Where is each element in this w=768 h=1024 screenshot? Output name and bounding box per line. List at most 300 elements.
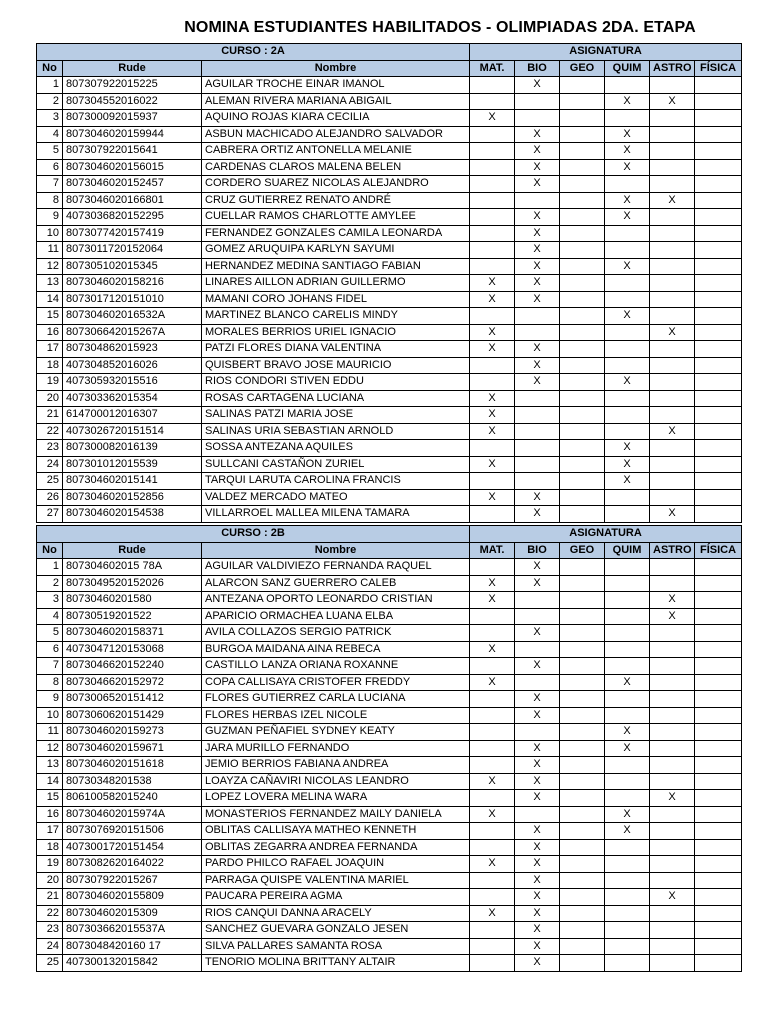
col-header-subject: FÍSICA bbox=[695, 60, 742, 77]
table-row bbox=[37, 159, 742, 176]
subject-mark: X bbox=[650, 93, 695, 110]
col-header-subject: QUIM bbox=[605, 60, 650, 77]
subject-mark bbox=[470, 823, 515, 840]
row-number: 17 bbox=[37, 341, 63, 358]
subject-mark: X bbox=[515, 374, 560, 391]
student-name: ASBUN MACHICADO ALEJANDRO SALVADOR bbox=[202, 126, 470, 143]
row-number: 10 bbox=[37, 225, 63, 242]
student-name: OBLITAS ZEGARRA ANDREA FERNANDA bbox=[202, 839, 470, 856]
subject-mark: X bbox=[515, 225, 560, 242]
row-number: 16 bbox=[37, 806, 63, 823]
table-row bbox=[37, 258, 742, 275]
subject-mark bbox=[650, 407, 695, 424]
subject-mark bbox=[650, 126, 695, 143]
subject-mark: X bbox=[515, 889, 560, 906]
subject-mark bbox=[695, 641, 742, 658]
subject-mark bbox=[515, 674, 560, 691]
row-number: 4 bbox=[37, 126, 63, 143]
subject-mark: X bbox=[605, 308, 650, 325]
column-header-row bbox=[37, 542, 742, 559]
subject-mark bbox=[695, 440, 742, 457]
subject-mark: X bbox=[605, 724, 650, 741]
subject-mark bbox=[515, 407, 560, 424]
subject-mark bbox=[650, 440, 695, 457]
subject-mark: X bbox=[605, 674, 650, 691]
subject-mark: X bbox=[470, 674, 515, 691]
rude-code: 807304602016532A bbox=[63, 308, 202, 325]
subject-mark bbox=[470, 938, 515, 955]
subject-mark: X bbox=[605, 456, 650, 473]
table-row bbox=[37, 856, 742, 873]
subject-mark bbox=[695, 423, 742, 440]
subject-mark: X bbox=[605, 440, 650, 457]
subject-mark bbox=[560, 390, 605, 407]
subject-mark bbox=[470, 691, 515, 708]
subject-mark bbox=[515, 308, 560, 325]
student-name: VALDEZ MERCADO MATEO bbox=[202, 489, 470, 506]
subject-mark: X bbox=[470, 592, 515, 609]
student-name: TENORIO MOLINA BRITTANY ALTAIR bbox=[202, 955, 470, 972]
table-row bbox=[37, 641, 742, 658]
student-name: MONASTERIOS FERNANDEZ MAILY DANIELA bbox=[202, 806, 470, 823]
row-number: 13 bbox=[37, 757, 63, 774]
subject-mark bbox=[470, 440, 515, 457]
row-number: 15 bbox=[37, 308, 63, 325]
table-row bbox=[37, 955, 742, 972]
student-name: APARICIO ORMACHEA LUANA ELBA bbox=[202, 608, 470, 625]
student-name: ROSAS CARTAGENA LUCIANA bbox=[202, 390, 470, 407]
rude-code: 807300082016139 bbox=[63, 440, 202, 457]
rude-code: 8073046020159944 bbox=[63, 126, 202, 143]
rude-code: 8073046020159273 bbox=[63, 724, 202, 741]
subject-mark bbox=[605, 839, 650, 856]
subject-mark: X bbox=[515, 258, 560, 275]
column-header-row bbox=[37, 60, 742, 77]
subject-mark bbox=[605, 242, 650, 259]
subject-mark bbox=[695, 575, 742, 592]
section-header-row bbox=[37, 44, 742, 61]
rude-code: 407305932015516 bbox=[63, 374, 202, 391]
row-number: 23 bbox=[37, 440, 63, 457]
subject-mark bbox=[560, 176, 605, 193]
subject-mark bbox=[605, 922, 650, 939]
col-header-subject: ASTRO bbox=[650, 60, 695, 77]
subject-mark bbox=[560, 806, 605, 823]
subject-mark bbox=[650, 724, 695, 741]
subject-mark bbox=[695, 407, 742, 424]
subject-mark bbox=[605, 506, 650, 523]
student-name: CARDENAS CLAROS MALENA BELEN bbox=[202, 159, 470, 176]
row-number: 8 bbox=[37, 192, 63, 209]
subject-mark bbox=[470, 740, 515, 757]
subject-mark: X bbox=[470, 489, 515, 506]
subject-mark bbox=[560, 641, 605, 658]
subject-mark bbox=[560, 790, 605, 807]
student-name: ALARCON SANZ GUERRERO CALEB bbox=[202, 575, 470, 592]
subject-mark: X bbox=[515, 625, 560, 642]
table-row bbox=[37, 110, 742, 127]
subject-mark bbox=[650, 143, 695, 160]
subject-mark bbox=[560, 192, 605, 209]
asignatura-label: ASIGNATURA bbox=[470, 44, 742, 61]
subject-mark: X bbox=[605, 740, 650, 757]
subject-mark: X bbox=[515, 839, 560, 856]
subject-mark bbox=[695, 390, 742, 407]
subject-mark: X bbox=[515, 757, 560, 774]
student-name: AGUILAR VALDIVIEZO FERNANDA RAQUEL bbox=[202, 559, 470, 576]
row-number: 14 bbox=[37, 291, 63, 308]
subject-mark bbox=[650, 456, 695, 473]
subject-mark bbox=[695, 658, 742, 675]
subject-mark bbox=[515, 390, 560, 407]
row-number: 8 bbox=[37, 674, 63, 691]
subject-mark bbox=[605, 691, 650, 708]
subject-mark: X bbox=[515, 955, 560, 972]
student-name: SOSSA ANTEZANA AQUILES bbox=[202, 440, 470, 457]
rude-code: 807307922015267 bbox=[63, 872, 202, 889]
rude-code: 8073046020155809 bbox=[63, 889, 202, 906]
student-name: MARTINEZ BLANCO CARELIS MINDY bbox=[202, 308, 470, 325]
subject-mark bbox=[650, 308, 695, 325]
subject-mark bbox=[650, 856, 695, 873]
student-name: ALEMAN RIVERA MARIANA ABIGAIL bbox=[202, 93, 470, 110]
subject-mark: X bbox=[470, 905, 515, 922]
student-name: ANTEZANA OPORTO LEONARDO CRISTIAN bbox=[202, 592, 470, 609]
subject-mark bbox=[605, 707, 650, 724]
subject-mark bbox=[695, 506, 742, 523]
student-name: PARDO PHILCO RAFAEL JOAQUIN bbox=[202, 856, 470, 873]
rude-code: 4073001720151454 bbox=[63, 839, 202, 856]
row-number: 14 bbox=[37, 773, 63, 790]
subject-mark bbox=[470, 225, 515, 242]
row-number: 12 bbox=[37, 258, 63, 275]
subject-mark: X bbox=[470, 806, 515, 823]
subject-mark bbox=[695, 159, 742, 176]
subject-mark bbox=[650, 473, 695, 490]
subject-mark bbox=[605, 889, 650, 906]
rude-code: 80730460201580 bbox=[63, 592, 202, 609]
rude-code: 807307922015641 bbox=[63, 143, 202, 160]
subject-mark bbox=[605, 110, 650, 127]
subject-mark bbox=[695, 707, 742, 724]
student-name: SULLCANI CASTAÑON ZURIEL bbox=[202, 456, 470, 473]
subject-mark bbox=[650, 575, 695, 592]
subject-mark bbox=[650, 225, 695, 242]
subject-mark bbox=[470, 192, 515, 209]
subject-mark: X bbox=[515, 176, 560, 193]
subject-mark bbox=[650, 707, 695, 724]
subject-mark: X bbox=[650, 324, 695, 341]
subject-mark bbox=[650, 357, 695, 374]
subject-mark bbox=[560, 77, 605, 94]
student-name: SALINAS PATZI MARIA JOSE bbox=[202, 407, 470, 424]
row-number: 24 bbox=[37, 938, 63, 955]
subject-mark bbox=[515, 110, 560, 127]
subject-mark bbox=[560, 291, 605, 308]
table-row bbox=[37, 757, 742, 774]
rude-code: 807304602015141 bbox=[63, 473, 202, 490]
row-number: 3 bbox=[37, 110, 63, 127]
subject-mark bbox=[470, 77, 515, 94]
row-number: 21 bbox=[37, 407, 63, 424]
table-row bbox=[37, 839, 742, 856]
subject-mark: X bbox=[470, 110, 515, 127]
subject-mark bbox=[695, 324, 742, 341]
subject-mark bbox=[560, 905, 605, 922]
table-row bbox=[37, 707, 742, 724]
subject-mark: X bbox=[515, 77, 560, 94]
student-name: LINARES AILLON ADRIAN GUILLERMO bbox=[202, 275, 470, 292]
row-number: 22 bbox=[37, 905, 63, 922]
section-header-row bbox=[37, 526, 742, 543]
row-number: 20 bbox=[37, 390, 63, 407]
row-number: 23 bbox=[37, 922, 63, 939]
subject-mark bbox=[695, 691, 742, 708]
subject-mark bbox=[560, 740, 605, 757]
course-table-2b bbox=[36, 525, 742, 972]
subject-mark bbox=[560, 625, 605, 642]
rude-code: 80730348201538 bbox=[63, 773, 202, 790]
student-name: PAUCARA PEREIRA AGMA bbox=[202, 889, 470, 906]
subject-mark bbox=[605, 324, 650, 341]
subject-mark: X bbox=[605, 143, 650, 160]
subject-mark bbox=[560, 559, 605, 576]
subject-mark bbox=[695, 456, 742, 473]
subject-mark bbox=[650, 806, 695, 823]
subject-mark bbox=[560, 922, 605, 939]
subject-mark bbox=[605, 275, 650, 292]
subject-mark: X bbox=[650, 192, 695, 209]
table-row bbox=[37, 608, 742, 625]
subject-mark bbox=[605, 608, 650, 625]
subject-mark bbox=[605, 407, 650, 424]
student-name: FLORES GUTIERREZ CARLA LUCIANA bbox=[202, 691, 470, 708]
subject-mark bbox=[560, 938, 605, 955]
row-number: 13 bbox=[37, 275, 63, 292]
row-number: 19 bbox=[37, 374, 63, 391]
subject-mark bbox=[560, 592, 605, 609]
subject-mark bbox=[695, 806, 742, 823]
subject-mark bbox=[695, 275, 742, 292]
subject-mark bbox=[695, 489, 742, 506]
rude-code: 807303662015537A bbox=[63, 922, 202, 939]
table-row bbox=[37, 308, 742, 325]
subject-mark bbox=[560, 357, 605, 374]
table-row bbox=[37, 126, 742, 143]
subject-mark bbox=[650, 374, 695, 391]
row-number: 6 bbox=[37, 159, 63, 176]
rude-code: 807305102015345 bbox=[63, 258, 202, 275]
subject-mark: X bbox=[605, 209, 650, 226]
subject-mark bbox=[605, 790, 650, 807]
subject-mark bbox=[695, 757, 742, 774]
student-name: FLORES HERBAS IZEL NICOLE bbox=[202, 707, 470, 724]
subject-mark bbox=[695, 905, 742, 922]
table-row bbox=[37, 176, 742, 193]
rude-code: 8073046020152457 bbox=[63, 176, 202, 193]
table-row bbox=[37, 872, 742, 889]
row-number: 16 bbox=[37, 324, 63, 341]
rude-code: 8073011720152064 bbox=[63, 242, 202, 259]
subject-mark bbox=[650, 110, 695, 127]
subject-mark bbox=[515, 423, 560, 440]
table-row bbox=[37, 922, 742, 939]
subject-mark bbox=[695, 225, 742, 242]
subject-mark bbox=[560, 773, 605, 790]
subject-mark: X bbox=[470, 407, 515, 424]
student-name: SALINAS URIA SEBASTIAN ARNOLD bbox=[202, 423, 470, 440]
rude-code: 614700012016307 bbox=[63, 407, 202, 424]
subject-mark bbox=[515, 93, 560, 110]
subject-mark bbox=[470, 625, 515, 642]
student-name: RIOS CONDORI STIVEN EDDU bbox=[202, 374, 470, 391]
table-row bbox=[37, 674, 742, 691]
subject-mark: X bbox=[515, 357, 560, 374]
table-row bbox=[37, 559, 742, 576]
table-row bbox=[37, 473, 742, 490]
subject-mark bbox=[560, 506, 605, 523]
row-number: 12 bbox=[37, 740, 63, 757]
subject-mark: X bbox=[470, 390, 515, 407]
subject-mark: X bbox=[515, 489, 560, 506]
student-name: TARQUI LARUTA CAROLINA FRANCIS bbox=[202, 473, 470, 490]
rude-code: 8073046020151618 bbox=[63, 757, 202, 774]
student-name: JEMIO BERRIOS FABIANA ANDREA bbox=[202, 757, 470, 774]
subject-mark: X bbox=[470, 456, 515, 473]
subject-mark bbox=[560, 456, 605, 473]
row-number: 1 bbox=[37, 559, 63, 576]
subject-mark bbox=[695, 192, 742, 209]
subject-mark bbox=[470, 374, 515, 391]
student-name: PARRAGA QUISPE VALENTINA MARIEL bbox=[202, 872, 470, 889]
subject-mark bbox=[560, 839, 605, 856]
col-header-subject: MAT. bbox=[470, 542, 515, 559]
student-name: AQUINO ROJAS KIARA CECILIA bbox=[202, 110, 470, 127]
subject-mark: X bbox=[605, 159, 650, 176]
subject-mark bbox=[515, 473, 560, 490]
subject-mark: X bbox=[515, 856, 560, 873]
rude-code: 8073046020156015 bbox=[63, 159, 202, 176]
col-header-subject: MAT. bbox=[470, 60, 515, 77]
subject-mark: X bbox=[605, 126, 650, 143]
student-name: CORDERO SUAREZ NICOLAS ALEJANDRO bbox=[202, 176, 470, 193]
student-name: PATZI FLORES DIANA VALENTINA bbox=[202, 341, 470, 358]
table-row bbox=[37, 575, 742, 592]
subject-mark bbox=[560, 575, 605, 592]
course-label: CURSO : 2B bbox=[37, 526, 470, 543]
table-row bbox=[37, 889, 742, 906]
rude-code: 8073076920151506 bbox=[63, 823, 202, 840]
table-row bbox=[37, 357, 742, 374]
course-table-2a bbox=[36, 43, 742, 523]
student-name: CABRERA ORTIZ ANTONELLA MELANIE bbox=[202, 143, 470, 160]
table-row bbox=[37, 592, 742, 609]
table-row bbox=[37, 209, 742, 226]
subject-mark bbox=[560, 440, 605, 457]
subject-mark bbox=[470, 143, 515, 160]
subject-mark bbox=[605, 658, 650, 675]
subject-mark: X bbox=[515, 922, 560, 939]
row-number: 7 bbox=[37, 176, 63, 193]
student-name: AVILA COLLAZOS SERGIO PATRICK bbox=[202, 625, 470, 642]
table-row bbox=[37, 407, 742, 424]
student-name: LOAYZA CAÑAVIRI NICOLAS LEANDRO bbox=[202, 773, 470, 790]
row-number: 18 bbox=[37, 357, 63, 374]
subject-mark bbox=[560, 724, 605, 741]
row-number: 11 bbox=[37, 242, 63, 259]
student-name: HERNANDEZ MEDINA SANTIAGO FABIAN bbox=[202, 258, 470, 275]
subject-mark bbox=[650, 757, 695, 774]
subject-mark bbox=[695, 674, 742, 691]
student-name: LOPEZ LOVERA MELINA WARA bbox=[202, 790, 470, 807]
subject-mark bbox=[650, 674, 695, 691]
row-number: 2 bbox=[37, 575, 63, 592]
table-row bbox=[37, 625, 742, 642]
subject-mark bbox=[695, 258, 742, 275]
subject-mark: X bbox=[515, 872, 560, 889]
subject-mark bbox=[650, 159, 695, 176]
subject-mark bbox=[605, 592, 650, 609]
subject-mark bbox=[695, 110, 742, 127]
subject-mark: X bbox=[650, 790, 695, 807]
subject-mark: X bbox=[605, 374, 650, 391]
table-row bbox=[37, 658, 742, 675]
subject-mark bbox=[560, 374, 605, 391]
subject-mark bbox=[650, 625, 695, 642]
subject-mark: X bbox=[605, 192, 650, 209]
rude-code: 807304602015974A bbox=[63, 806, 202, 823]
rude-code: 4073047120153068 bbox=[63, 641, 202, 658]
subject-mark bbox=[695, 176, 742, 193]
rude-code: 807300092015937 bbox=[63, 110, 202, 127]
rude-code: 8073046020158371 bbox=[63, 625, 202, 642]
table-row bbox=[37, 440, 742, 457]
subject-mark: X bbox=[515, 341, 560, 358]
rude-code: 8073046020158216 bbox=[63, 275, 202, 292]
subject-mark bbox=[695, 143, 742, 160]
subject-mark bbox=[515, 592, 560, 609]
subject-mark bbox=[560, 889, 605, 906]
table-row bbox=[37, 192, 742, 209]
subject-mark bbox=[650, 823, 695, 840]
student-name: VILLARROEL MALLEA MILENA TAMARA bbox=[202, 506, 470, 523]
subject-mark bbox=[470, 872, 515, 889]
subject-mark bbox=[605, 357, 650, 374]
subject-mark bbox=[470, 357, 515, 374]
subject-mark bbox=[560, 489, 605, 506]
subject-mark bbox=[560, 93, 605, 110]
rude-code: 8073049520152026 bbox=[63, 575, 202, 592]
table-row bbox=[37, 489, 742, 506]
rude-code: 80730519201522 bbox=[63, 608, 202, 625]
subject-mark bbox=[605, 757, 650, 774]
subject-mark bbox=[695, 608, 742, 625]
subject-mark bbox=[605, 575, 650, 592]
rude-code: 8073048420160 17 bbox=[63, 938, 202, 955]
subject-mark bbox=[515, 324, 560, 341]
subject-mark bbox=[650, 77, 695, 94]
subject-mark: X bbox=[605, 806, 650, 823]
subject-mark bbox=[560, 324, 605, 341]
rude-code: 8073046020154538 bbox=[63, 506, 202, 523]
rude-code: 8073006520151412 bbox=[63, 691, 202, 708]
student-name: MAMANI CORO JOHANS FIDEL bbox=[202, 291, 470, 308]
col-header-subject: QUIM bbox=[605, 542, 650, 559]
row-number: 27 bbox=[37, 506, 63, 523]
subject-mark bbox=[695, 592, 742, 609]
subject-mark: X bbox=[515, 126, 560, 143]
table-row bbox=[37, 823, 742, 840]
